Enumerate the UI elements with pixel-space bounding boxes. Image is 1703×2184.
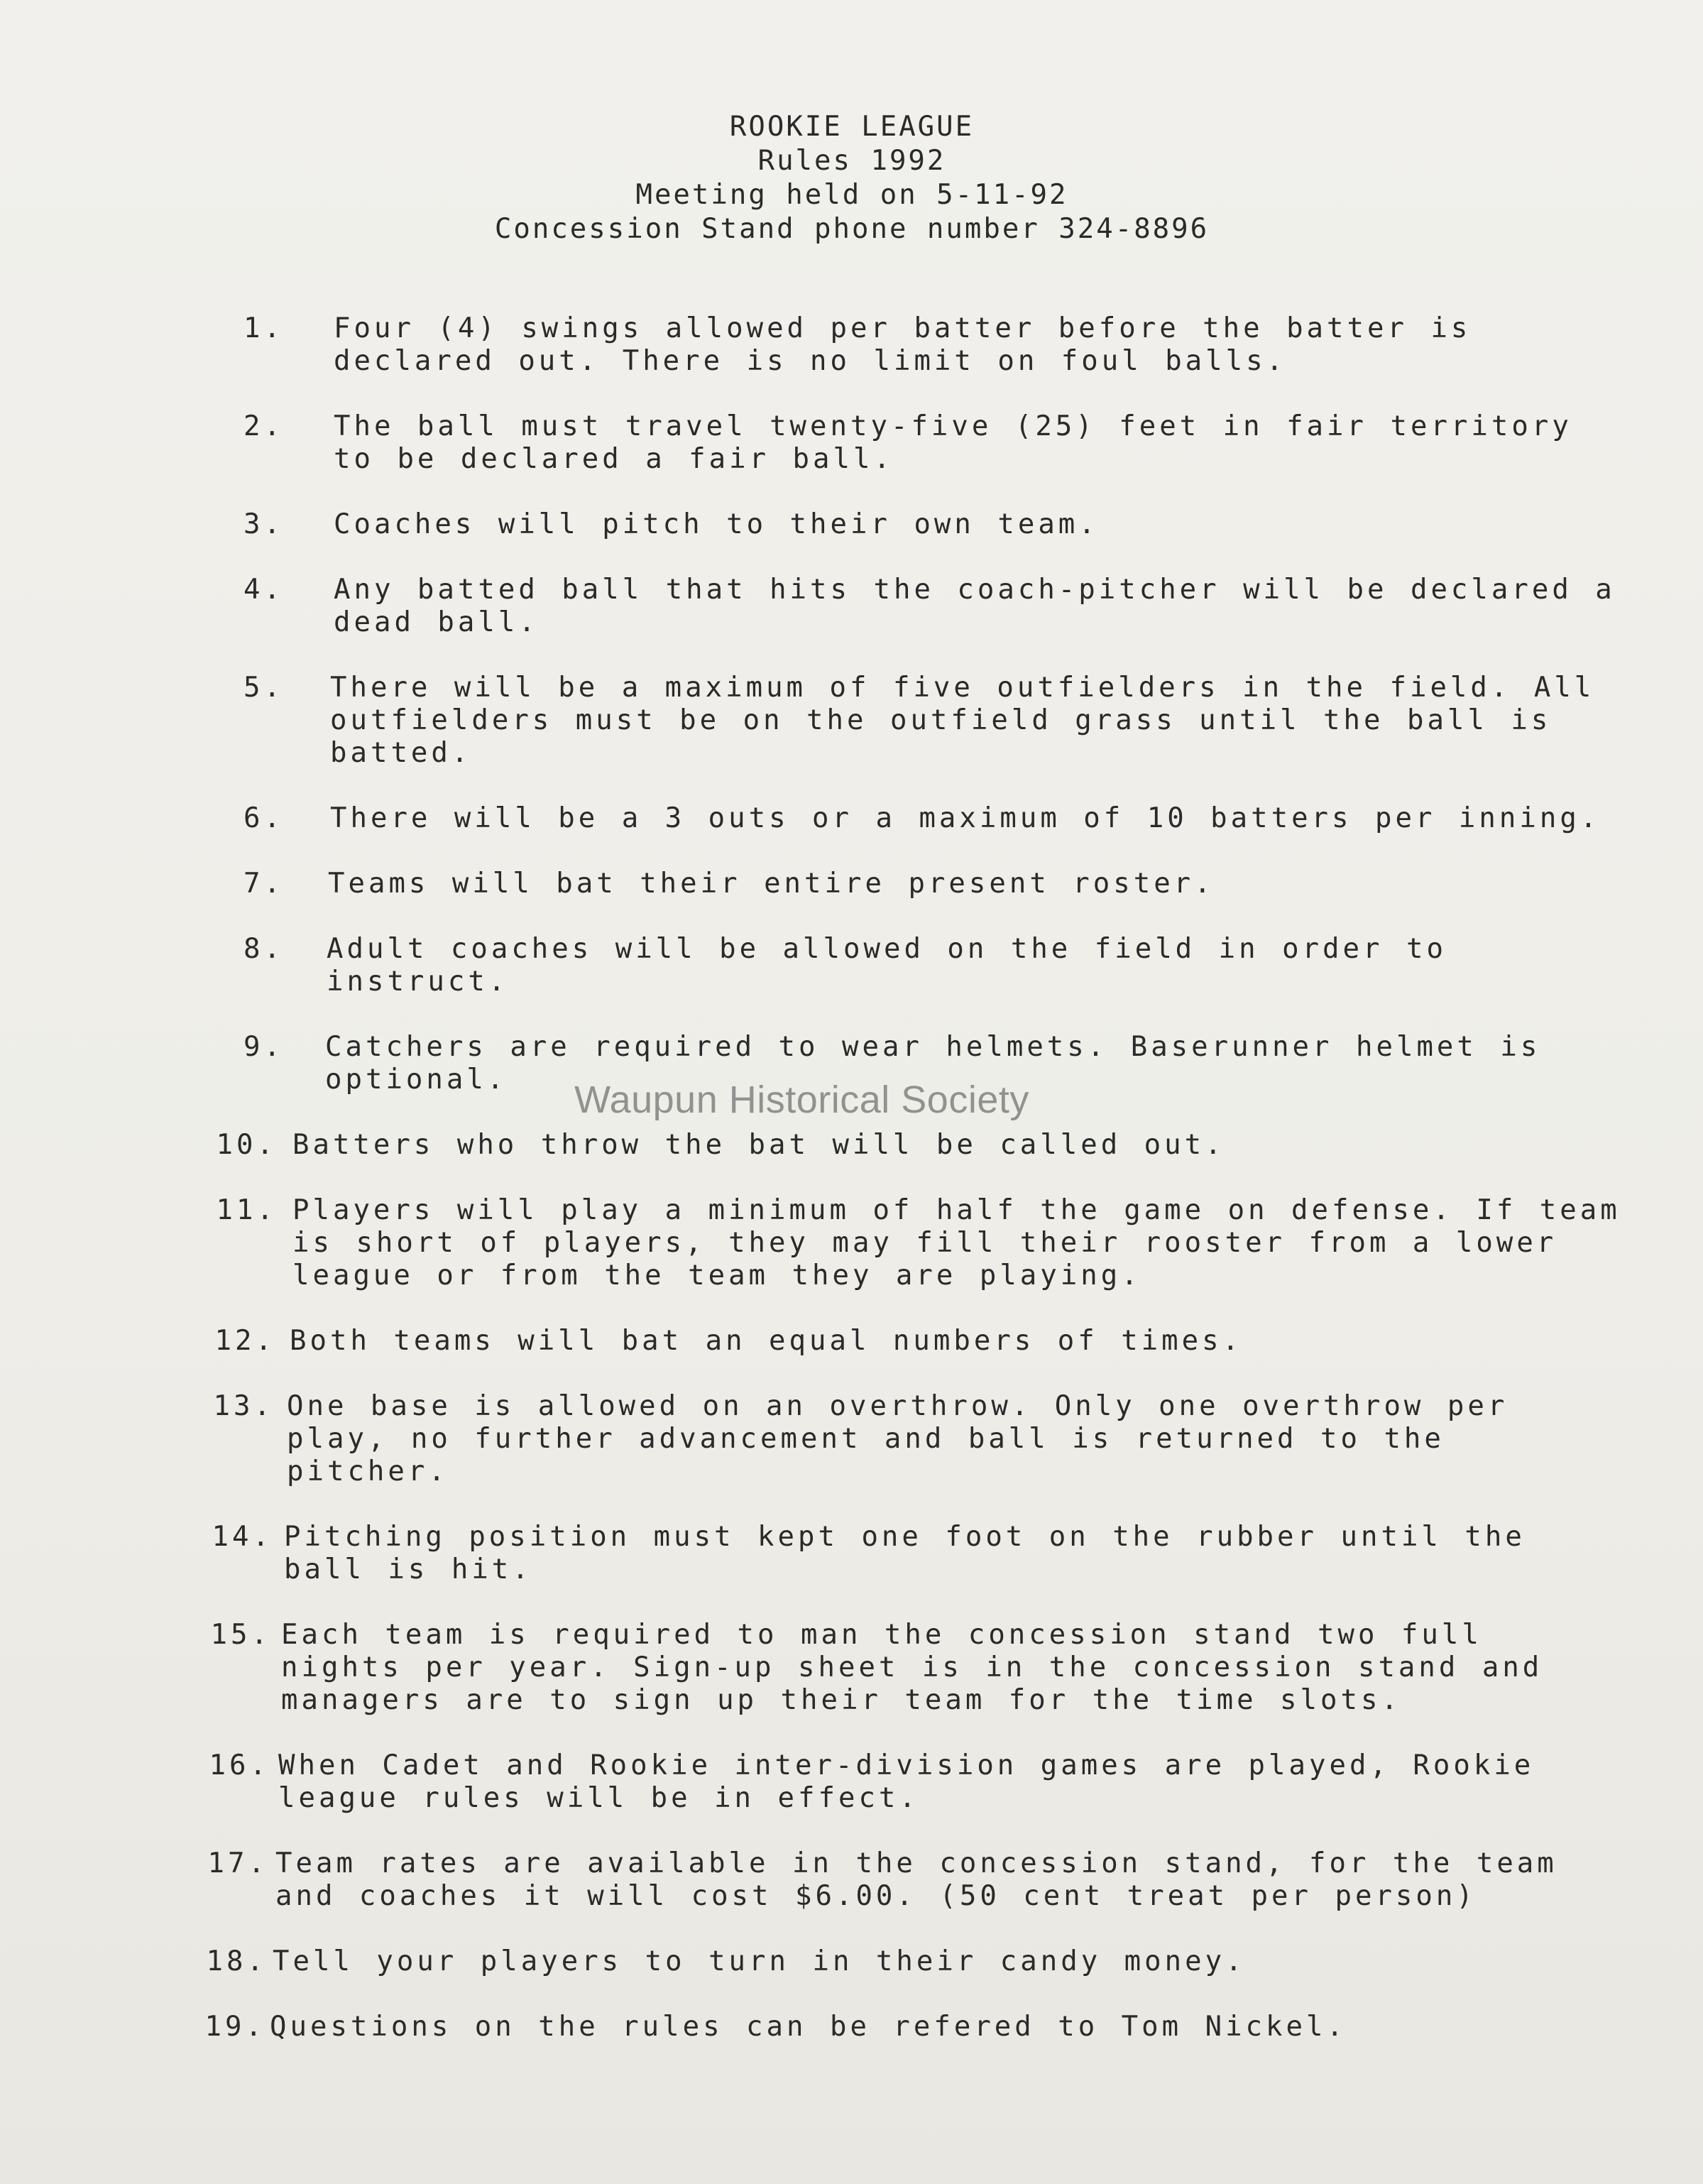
rule-item [192, 802, 1626, 835]
rules-list [192, 312, 1644, 2076]
rule-item [192, 410, 1626, 476]
rule-text: There will be a 3 outs or a maximum of 10 batters per inning. [330, 802, 1601, 834]
rule-text: Any batted ball that hits the coach-pitcher will be declared a dead ball. [334, 574, 1639, 638]
rule-text: Batters who throw the bat will be called out. [292, 1129, 1225, 1161]
meeting-date: Meeting held on 5-11-92 [635, 179, 1068, 211]
rule-item [192, 1031, 1626, 1096]
league-title: ROOKIE LEAGUE [729, 111, 975, 143]
rule-number: 14. [212, 1521, 273, 1553]
rule-item [192, 868, 1626, 900]
rule-item [192, 1194, 1644, 1292]
rule-text: When Cadet and Rookie inter-division games are played, Rookie league rules will be in effect. [278, 1749, 1557, 1814]
rule-text: Each team is required to man the concession stand two full nights per year. Sign-up sheet is in the concession stand and managers are to sign up their team for the time slots. [281, 1619, 1566, 1716]
rule-number: 17. [207, 1847, 268, 1879]
rule-item [192, 1129, 1626, 1162]
rule-number: 18. [206, 1945, 267, 1977]
rules-year: Rules 1992 [757, 145, 946, 177]
rule-item [192, 1749, 1626, 1815]
rule-text: Team rates are available in the concession stand, for the team and coaches it will cost $6.00. (50 cent treat per person) [275, 1847, 1581, 1912]
rule-item [192, 2011, 1626, 2043]
rule-number: 2. [243, 410, 284, 442]
rule-text: Teams will bat their entire present roster. [328, 868, 1215, 900]
rule-item [192, 672, 1626, 770]
rule-text: Four (4) swings allowed per batter before the batter is declared out. There is no limit on foul balls. [334, 312, 1494, 377]
rule-number: 7. [243, 868, 284, 900]
rule-number: 16. [209, 1749, 270, 1781]
rule-item [192, 1847, 1626, 1913]
rule-number: 4. [243, 574, 284, 606]
rule-text: Questions on the rules can be refered to Tom Nickel. [270, 2011, 1347, 2043]
rule-number: 5. [243, 672, 284, 704]
rule-number: 12. [214, 1325, 275, 1357]
rule-number: 3. [243, 508, 284, 540]
rule-item [192, 1945, 1626, 1978]
rule-number: 13. [213, 1390, 274, 1422]
rule-text: Adult coaches will be allowed on the field in order to instruct. [327, 933, 1470, 998]
rule-number: 8. [243, 933, 284, 965]
watermark: Waupun Historical Society [574, 1079, 1029, 1121]
rule-item [192, 508, 1626, 541]
rule-text: Both teams will bat an equal numbers of times. [290, 1325, 1243, 1357]
rule-text: Tell your players to turn in their candy money. [273, 1945, 1246, 1977]
rule-number: 6. [243, 802, 284, 834]
rule-text: Coaches will pitch to their own team. [334, 508, 1099, 540]
rule-text: The ball must travel twenty-five (25) feet in fair territory to be declared a fair ball. [334, 410, 1596, 475]
rule-item [192, 312, 1626, 378]
rule-number: 15. [210, 1619, 271, 1651]
rule-number: 1. [243, 312, 284, 344]
rule-item [192, 933, 1626, 998]
rule-item [192, 1521, 1626, 1586]
rule-item [192, 1390, 1626, 1488]
rule-text: Pitching position must kept one foot on the rubber until the ball is hit. [284, 1521, 1549, 1585]
rule-item [192, 1325, 1626, 1358]
rule-text: Players will play a minimum of half the game on defense. If team is short of players, they may fill their rooster from a lower league or from the team they are playing. [292, 1194, 1644, 1292]
rule-number: 10. [216, 1129, 277, 1161]
rule-item [192, 1619, 1626, 1717]
rule-item [192, 574, 1639, 639]
rule-number: 19. [204, 2011, 265, 2043]
rule-number: 9. [243, 1031, 284, 1063]
concession-phone: Concession Stand phone number 324-8896 [494, 213, 1210, 245]
rule-text: There will be a maximum of five outfielders in the field. All outfielders must be on the outfield grass until the ball is batted. [330, 672, 1618, 769]
rule-text: One base is allowed on an overthrow. Only one overthrow per play, no further advancement and ball is returned to the pitcher. [287, 1390, 1531, 1487]
document-header [0, 110, 1703, 246]
rule-text: Catchers are required to wear helmets. Baserunner helmet is optional. [325, 1031, 1564, 1096]
rule-number: 11. [216, 1194, 277, 1226]
